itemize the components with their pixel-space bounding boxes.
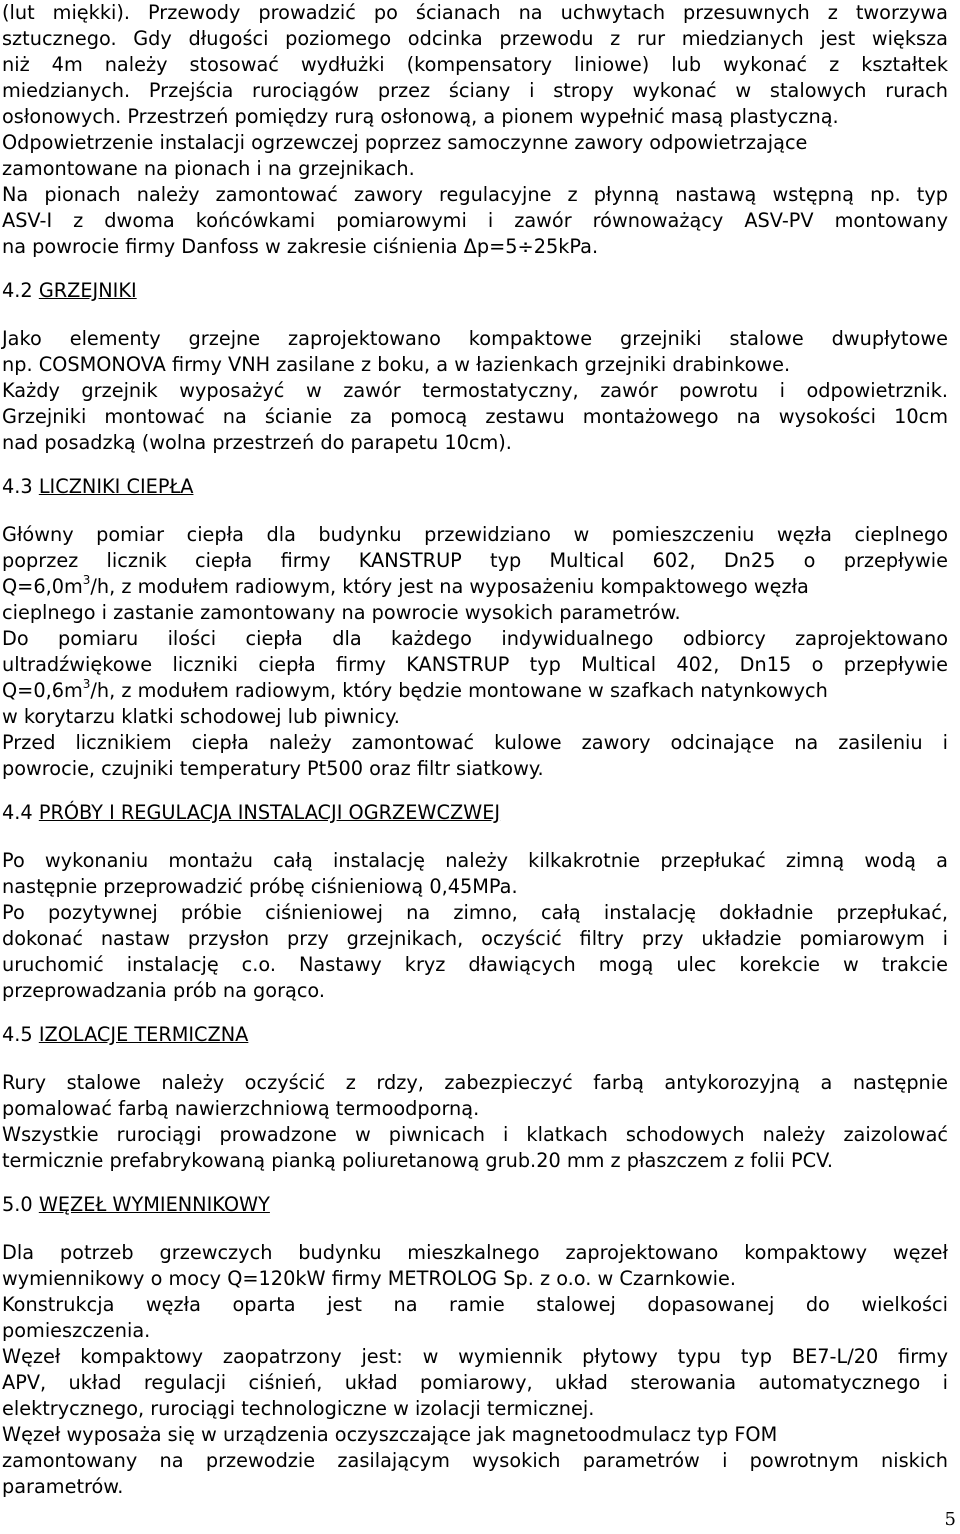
text-fragment: /h, z modułem radiowym, który będzie montowane w szafkach natynkowych xyxy=(90,679,828,702)
section-heading-4-2 xyxy=(2,278,948,304)
text-line: ultradźwiękowe liczniki ciepła firmy KANSTRUP typ Multical 402, Dn15 o przepływie xyxy=(2,653,948,676)
text-line: Dla potrzeb grzewczych budynku mieszkalnego zaprojektowano kompaktowy węzeł xyxy=(2,1241,948,1264)
text-line: (lut miękki). Przewody prowadzić po ścianach na uchwytach przesuwnych z tworzywa xyxy=(2,1,948,24)
text-line xyxy=(2,574,948,600)
text-line: elektrycznego, rurociągi technologiczne w izolacji termicznej. xyxy=(2,1397,595,1420)
text-line: wymiennikowy o mocy Q=120kW firmy METROLOG Sp. z o.o. w Czarnkowie. xyxy=(2,1267,737,1290)
section-title: IZOLACJE TERMICZNA xyxy=(38,1023,249,1046)
section-number: 4.4 xyxy=(2,801,33,824)
text-line: Przed licznikiem ciepła należy zamontować kulowe zawory odcinające na zasileniu i xyxy=(2,731,948,754)
superscript: 3 xyxy=(82,572,91,587)
section-heading-4-5 xyxy=(2,1022,948,1048)
text-fragment: /h, z modułem radiowym, który jest na wyposażeniu kompaktowego węzła xyxy=(90,575,809,598)
text-line: niż 4m należy stosować wydłużki (kompensatory liniowe) lub wykonać z kształtek xyxy=(2,53,948,76)
section-number: 4.3 xyxy=(2,475,33,498)
text-line: Węzeł wyposaża się w urządzenia oczyszczające jak magnetoodmulacz typ FOM xyxy=(2,1423,778,1446)
section-4-2-body xyxy=(2,326,948,456)
superscript: 3 xyxy=(82,676,91,691)
text-fragment: Q=6,0m xyxy=(2,575,83,598)
text-line: osłonowych. Przestrzeń pomiędzy rurą osłonową, a pionem wypełnić masą plastyczną. xyxy=(2,105,839,128)
text-line: powrocie, czujniki temperatury Pt500 oraz filtr siatkowy. xyxy=(2,757,544,780)
text-line: parametrów. xyxy=(2,1475,124,1498)
text-line: nad posadzką (wolna przestrzeń do parapetu 10cm). xyxy=(2,431,512,454)
text-line: Każdy grzejnik wyposażyć w zawór termostatyczny, zawór powrotu i odpowietrznik. xyxy=(2,379,948,402)
section-4-3-body xyxy=(2,522,948,782)
section-5-0-body xyxy=(2,1240,948,1500)
section-4-5-body xyxy=(2,1070,948,1174)
text-line: dokonać nastaw przysłon przy grzejnikach, oczyścić filtry przy układzie pomiarowym i xyxy=(2,927,948,950)
text-line: termicznie prefabrykowaną pianką poliuretanową grub.20 mm z płaszczem z folii PCV. xyxy=(2,1149,833,1172)
text-line: Na pionach należy zamontować zawory regulacyjne z płynną nastawą wstępną np. typ xyxy=(2,183,948,206)
text-line: poprzez licznik ciepła firmy KANSTRUP typ Multical 602, Dn25 o przepływie xyxy=(2,549,948,572)
text-fragment: Q=0,6m xyxy=(2,679,83,702)
section-4-4-body xyxy=(2,848,948,1004)
text-line: pomalować farbą nawierzchniową termoodporną. xyxy=(2,1097,480,1120)
section-title: WĘZEŁ WYMIENNIKOWY xyxy=(38,1193,270,1216)
text-line xyxy=(2,678,948,704)
text-line: Rury stalowe należy oczyścić z rdzy, zabezpieczyć farbą antykorozyjną a następnie xyxy=(2,1071,948,1094)
text-line: Konstrukcja węzła oparta jest na ramie stalowej dopasowanej do wielkości xyxy=(2,1293,948,1316)
text-line: na powrocie firmy Danfoss w zakresie ciśnienia Δp=5÷25kPa. xyxy=(2,235,599,258)
text-line: Główny pomiar ciepła dla budynku przewidziano w pomieszczeniu węzła cieplnego xyxy=(2,523,948,546)
text-line: cieplnego i zastanie zamontowany na powrocie wysokich parametrów. xyxy=(2,601,681,624)
text-line: Do pomiaru ilości ciepła dla każdego indywidualnego odbiorcy zaprojektowano xyxy=(2,627,948,650)
section-number: 5.0 xyxy=(2,1193,33,1216)
text-line: ASV-I z dwoma końcówkami pomiarowymi i zawór równoważący ASV-PV montowany xyxy=(2,209,948,232)
text-line: np. COSMONOVA firmy VNH zasilane z boku, a w łazienkach grzejniki drabinkowe. xyxy=(2,353,791,376)
section-heading-4-3 xyxy=(2,474,948,500)
text-line: następnie przeprowadzić próbę ciśnieniową 0,45MPa. xyxy=(2,875,518,898)
intro-paragraph xyxy=(2,0,948,260)
text-line: Odpowietrzenie instalacji ogrzewczej poprzez samoczynne zawory odpowietrzające xyxy=(2,131,808,154)
section-heading-5-0 xyxy=(2,1192,948,1218)
text-line: APV, układ regulacji ciśnień, układ pomiarowy, układ sterowania automatycznego i xyxy=(2,1371,948,1394)
section-number: 4.2 xyxy=(2,279,33,302)
document-page xyxy=(2,0,948,1500)
text-line: Węzeł kompaktowy zaopatrzony jest: w wymiennik płytowy typu typ BE7-L/20 firmy xyxy=(2,1345,948,1368)
text-line: sztucznego. Gdy długości poziomego odcinka przewodu z rur miedzianych jest większa xyxy=(2,27,948,50)
text-line: Po wykonaniu montażu całą instalację należy kilkakrotnie przepłukać zimną wodą a xyxy=(2,849,948,872)
section-title: LICZNIKI CIEPŁA xyxy=(38,475,194,498)
text-line: miedzianych. Przejścia rurociągów przez ściany i stropy wykonać w stalowych rurach xyxy=(2,79,948,102)
text-line: uruchomić instalację c.o. Nastawy kryz dławiących mogą ulec korekcie w trakcie xyxy=(2,953,948,976)
section-number: 4.5 xyxy=(2,1023,33,1046)
text-line: przeprowadzania prób na gorąco. xyxy=(2,979,326,1002)
text-line: Po pozytywnej próbie ciśnieniowej na zimno, całą instalację dokładnie przepłukać, xyxy=(2,901,948,924)
section-title: PRÓBY I REGULACJA INSTALACJI OGRZEWCZWEJ xyxy=(38,801,501,824)
text-line: zamontowany na przewodzie zasilającym wysokich parametrów i powrotnym niskich xyxy=(2,1449,948,1472)
section-title: GRZEJNIKI xyxy=(38,279,137,302)
text-line: Wszystkie rurociągi prowadzone w piwnicach i klatkach schodowych należy zaizolować xyxy=(2,1123,948,1146)
page-number: 5 xyxy=(944,1509,956,1530)
text-line: Grzejniki montować na ścianie za pomocą zestawu montażowego na wysokości 10cm xyxy=(2,405,948,428)
text-line: pomieszczenia. xyxy=(2,1319,151,1342)
text-line: w korytarzu klatki schodowej lub piwnicy. xyxy=(2,705,400,728)
section-heading-4-4 xyxy=(2,800,948,826)
text-line: zamontowane na pionach i na grzejnikach. xyxy=(2,157,415,180)
text-line: Jako elementy grzejne zaprojektowano kompaktowe grzejniki stalowe dwupłytowe xyxy=(2,327,948,350)
